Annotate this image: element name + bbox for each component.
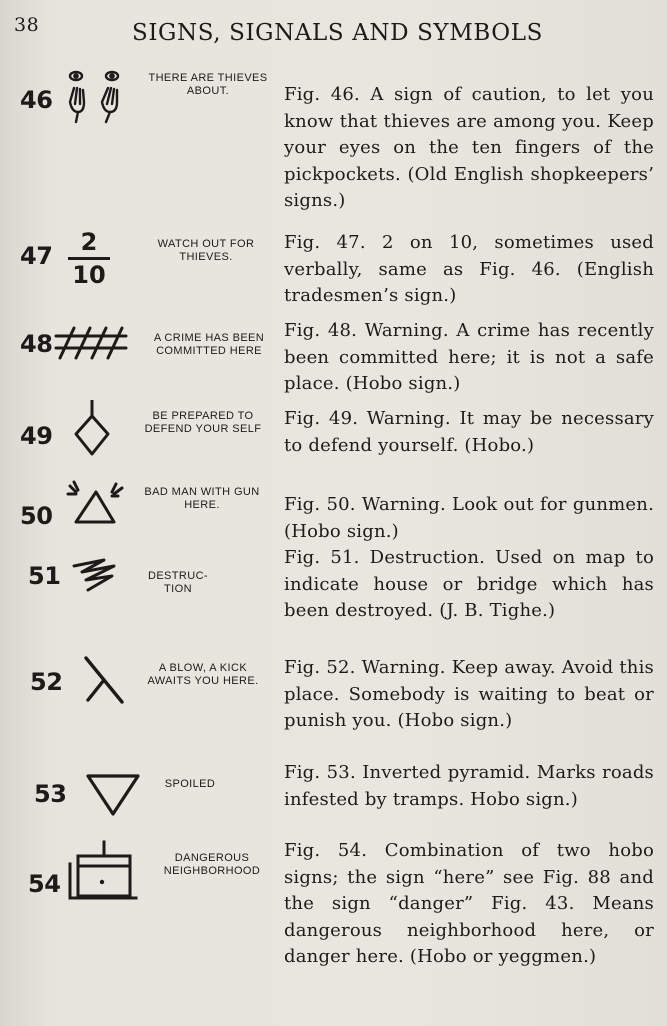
bracket-box-icon [64, 840, 144, 906]
figure-number: 50 [20, 502, 53, 530]
figure-description: Fig. 48. Warning. A crime has recently been committed here; it is not a safe place. (Hobo sign.) [284, 320, 654, 395]
fraction-bar [68, 257, 110, 260]
figure-description: Fig. 54. Combination of two hobo signs; the sign “here” see Fig. 88 and the sign “danger” Fig. 43. Means dangerous neighborhood here, or danger here. (Hobo or yeggmen.) [284, 840, 654, 968]
figure-description: Fig. 49. Warning. It may be necessary to defend yourself. (Hobo.) [284, 408, 654, 456]
sign-caption: WATCH OUT FOR THIEVES. [157, 238, 255, 263]
two-on-ten-icon [66, 230, 112, 287]
slashed-bars-icon [52, 324, 130, 364]
sign-caption: A BLOW, A KICK AWAITS YOU HERE. [147, 662, 259, 687]
fraction-top: 2 [80, 228, 98, 256]
sign-caption: DANGEROUS NEIGHBORHOOD [163, 852, 261, 877]
figure-description: Fig. 50. Warning. Look out for gunmen. (Hobo sign.) [284, 494, 654, 542]
fraction-bottom: 10 [72, 261, 106, 289]
sign-caption: SPOILED [164, 778, 216, 790]
page-number: 38 [14, 14, 40, 36]
figure-number: 48 [20, 330, 53, 358]
inverted-triangle-icon [84, 770, 142, 818]
figure-description: Fig. 53. Inverted pyramid. Marks roads infested by tramps. Hobo sign.) [284, 762, 654, 810]
triangle-with-sparks-icon [66, 480, 126, 526]
figure-description: Fig. 47. 2 on 10, sometimes used verbally, same as Fig. 46. (English tradesmen’s sign.) [284, 232, 654, 307]
figure-number: 54 [28, 870, 61, 898]
figure-number: 51 [28, 562, 61, 590]
figure-number: 49 [20, 422, 53, 450]
lambda-icon [82, 654, 128, 706]
figure-description: Fig. 52. Warning. Keep away. Avoid this place. Somebody is waiting to beat or punish you. (Hobo sign.) [284, 657, 654, 732]
diamond-on-stem-icon [72, 398, 112, 460]
sign-caption: DESTRUC- TION [147, 570, 209, 595]
zigzag-destruction-icon [70, 556, 124, 596]
figure-number: 52 [30, 668, 63, 696]
figure-number: 46 [20, 86, 53, 114]
sign-caption: BE PREPARED TO DEFEND YOUR SELF [144, 410, 262, 435]
figure-number: 53 [34, 780, 67, 808]
figure-description: Fig. 51. Destruction. Used on map to indicate house or bridge which has been destroyed. (J. B. Tighe.) [284, 547, 654, 622]
pickpocket-hands-icon [62, 68, 132, 126]
sign-caption: A CRIME HAS BEEN COMMITTED HERE [153, 332, 265, 357]
sign-caption: BAD MAN WITH GUN HERE. [144, 486, 260, 511]
sign-caption: THERE ARE THIEVES ABOUT. [148, 72, 268, 97]
figure-number: 47 [20, 242, 53, 270]
running-title: SIGNS, SIGNALS AND SYMBOLS [132, 20, 543, 46]
figure-description: Fig. 46. A sign of caution, to let you know that thieves are among you. Keep your eyes on the ten fingers of the pickpockets. (Old English shopkeepers’ signs.) [284, 84, 654, 212]
